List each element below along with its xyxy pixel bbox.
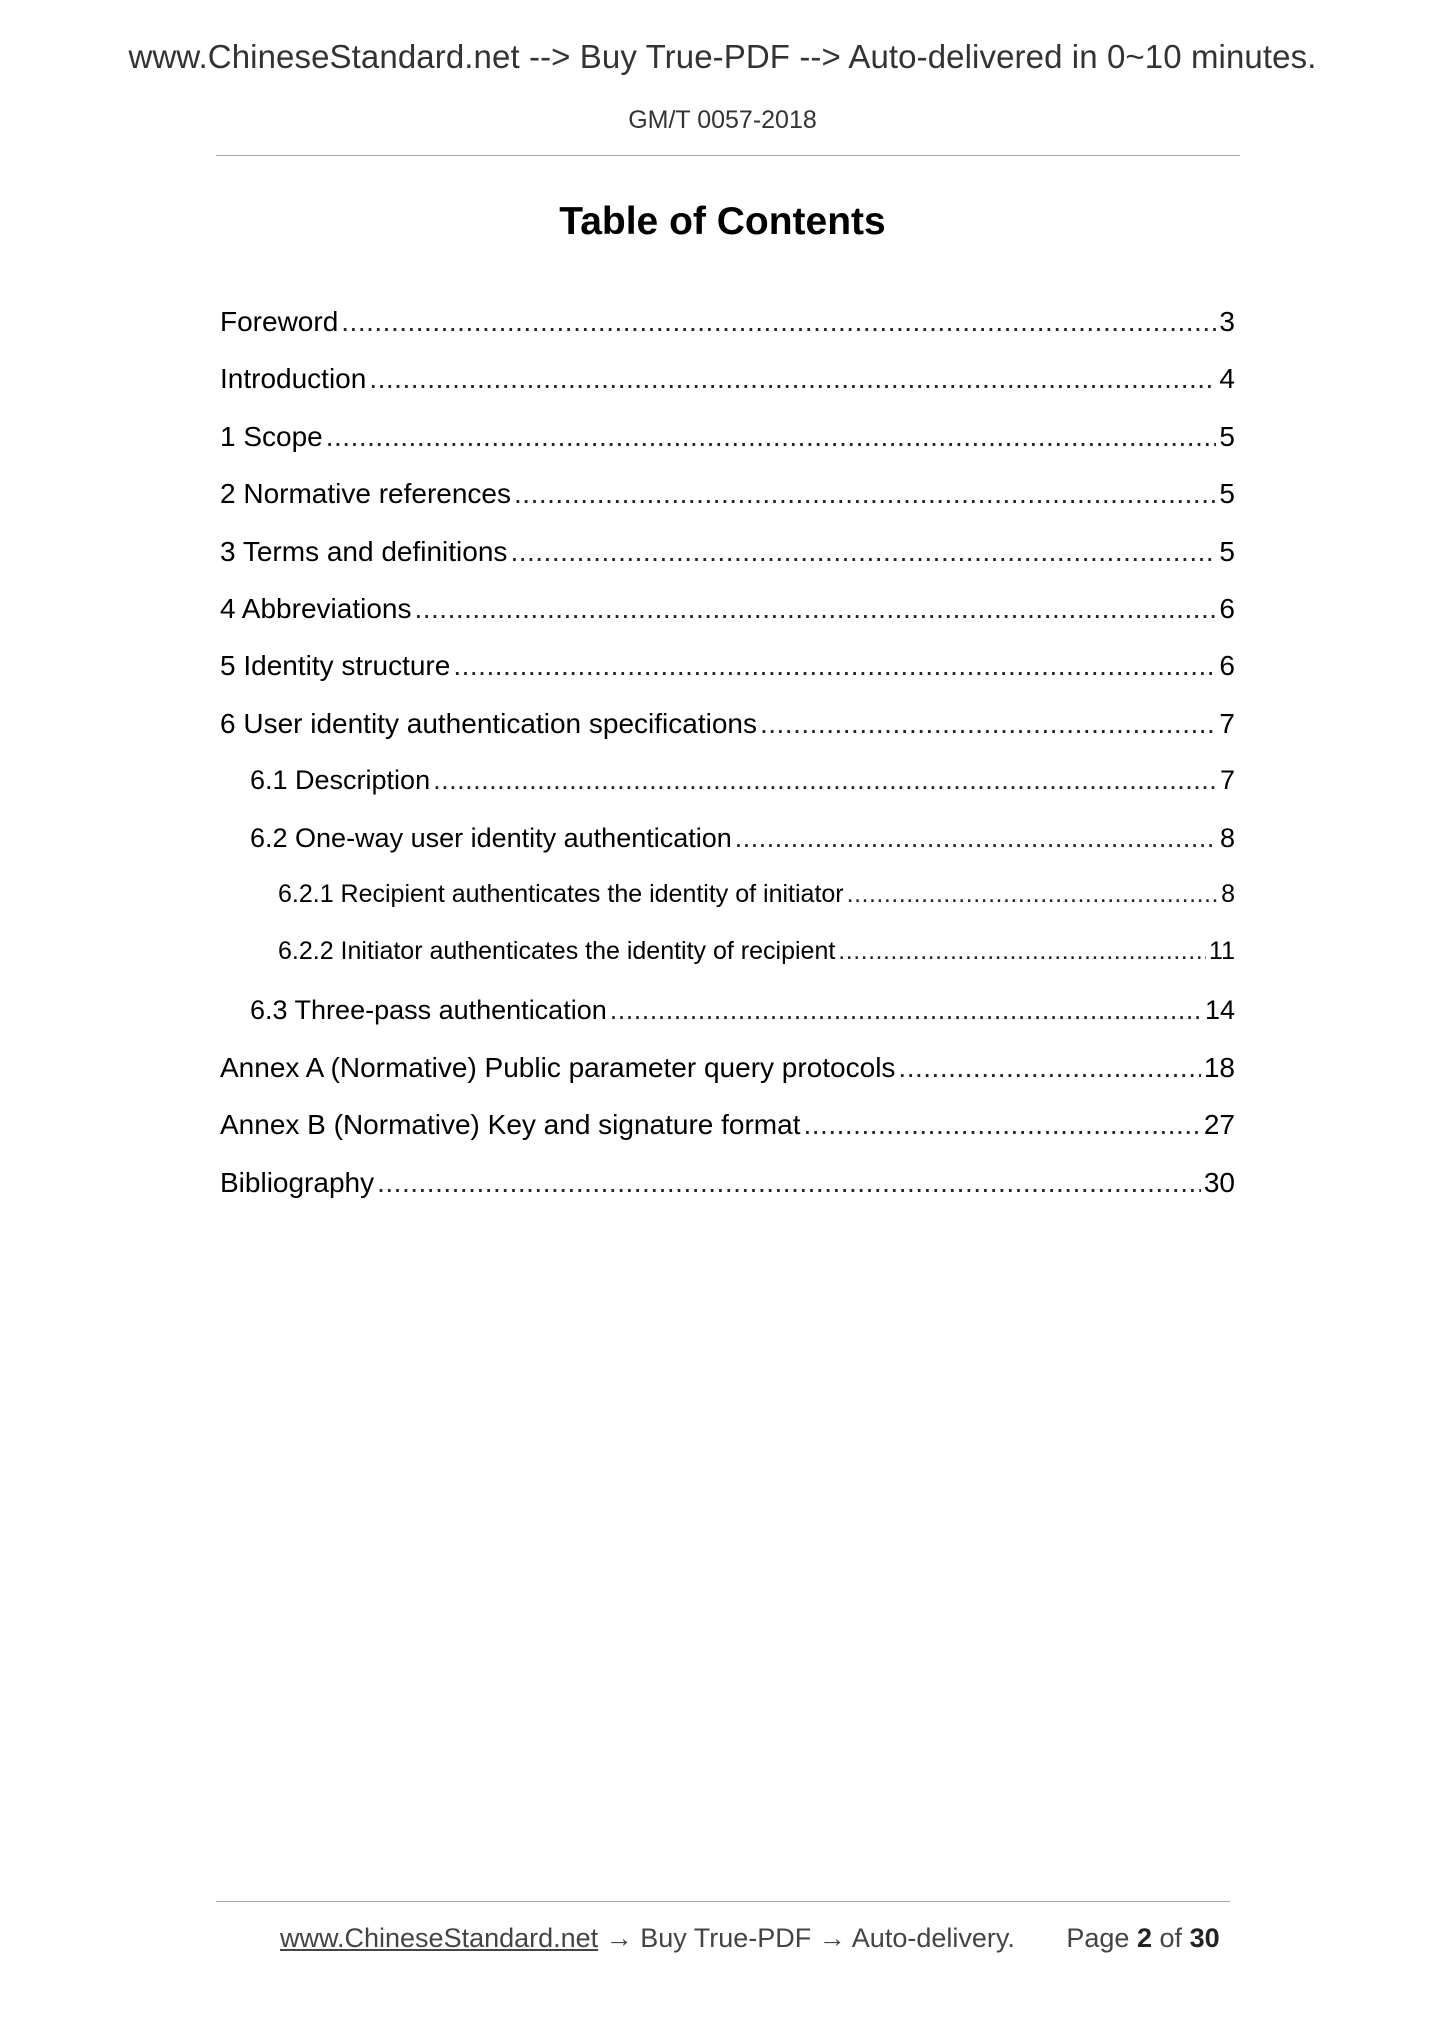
toc-entry-label: 6.2.2 Initiator authenticates the identity of recipient [278,937,836,966]
dot-leader [514,478,1216,510]
arrow-icon: → [818,1923,846,1953]
toc-entry-page: 8 [1219,822,1235,853]
toc-entry-annex-a[interactable] [220,1052,1235,1109]
toc-entry-three-pass-authentication[interactable] [220,995,1235,1052]
toc-entry-label: Annex B (Normative) Key and signature format [220,1109,801,1141]
dot-leader [760,708,1216,740]
page-footer [280,1923,1220,1954]
document-id: GM/T 0057-2018 [628,106,817,134]
toc-entry-annex-b[interactable] [220,1109,1235,1166]
toc-entry-page: 5 [1219,420,1235,452]
toc-entry-user-identity-authentication[interactable] [220,708,1235,765]
page-title: Table of Contents [559,200,886,243]
toc-entry-foreword[interactable] [220,306,1235,363]
footer-site-link[interactable]: www.ChineseStandard.net [280,1923,599,1953]
dot-leader [510,536,1216,568]
top-banner: www.ChineseStandard.net --> Buy True-PDF --> Auto-delivered in 0~10 minutes. [128,38,1317,75]
toc-entry-page: 30 [1203,1166,1235,1198]
toc-entry-label: 6 User identity authentication specifications [220,707,757,739]
total-pages: 30 [1189,1923,1220,1953]
toc-entry-label: 3 Terms and definitions [220,535,508,567]
toc-entry-identity-structure[interactable] [220,650,1235,707]
toc-entry-label: 2 Normative references [220,478,512,510]
dot-leader [838,937,1206,966]
toc-entry-page: 4 [1219,363,1235,395]
toc-entry-scope[interactable] [220,421,1235,478]
toc-entry-page: 18 [1203,1052,1235,1084]
table-of-contents [220,306,1235,1224]
page-word: Page [1066,1923,1130,1953]
toc-entry-bibliography[interactable] [220,1167,1235,1224]
dot-leader [735,823,1217,854]
toc-entry-introduction[interactable] [220,363,1235,420]
dot-leader [377,1167,1201,1199]
arrow-icon: → [605,1923,633,1953]
toc-entry-label: 1 Scope [220,420,323,452]
toc-entry-page: 5 [1219,535,1235,567]
toc-entry-page: 6 [1219,592,1235,624]
toc-entry-page: 8 [1221,879,1235,908]
footer-buy-text: Buy True-PDF [640,1923,812,1953]
page-number [1066,1923,1219,1953]
toc-entry-label: Bibliography [220,1166,375,1198]
toc-entry-normative-references[interactable] [220,478,1235,535]
toc-entry-label: 6.1 Description [250,765,431,796]
toc-entry-page: 7 [1219,707,1235,739]
toc-entry-abbreviations[interactable] [220,593,1235,650]
toc-entry-label: 6.2.1 Recipient authenticates the identity of initiator [278,879,844,908]
toc-entry-label: 6.3 Three-pass authentication [250,994,607,1025]
of-word: of [1159,1923,1183,1953]
toc-entry-recipient-authenticates-initiator[interactable] [220,880,1235,937]
toc-entry-label: Introduction [220,363,367,395]
toc-entry-label: 6.2 One-way user identity authentication [250,822,732,853]
toc-entry-page: 3 [1219,306,1235,337]
toc-entry-label: 5 Identity structure [220,650,451,682]
toc-entry-label: 4 Abbreviations [220,592,412,624]
dot-leader [610,995,1202,1026]
dot-leader [898,1052,1200,1084]
toc-entry-page: 7 [1219,765,1235,796]
toc-entry-page: 6 [1219,650,1235,682]
toc-entry-page: 5 [1219,478,1235,510]
toc-entry-label: Annex A (Normative) Public parameter query protocols [220,1052,896,1084]
dot-leader [433,765,1217,796]
current-page: 2 [1136,1923,1152,1953]
dot-leader [341,306,1216,338]
toc-entry-description[interactable] [220,765,1235,822]
toc-entry-terms-and-definitions[interactable] [220,536,1235,593]
footer-delivery-text: Auto-delivery. [851,1923,1015,1953]
dot-leader [453,650,1216,682]
toc-entry-label: Foreword [220,306,339,337]
toc-entry-page: 27 [1203,1109,1235,1141]
dot-leader [847,880,1218,909]
header-divider [216,155,1240,156]
dot-leader [414,593,1216,625]
toc-entry-page: 14 [1204,994,1235,1025]
dot-leader [326,421,1217,453]
dot-leader [803,1109,1200,1141]
footer-divider [216,1901,1230,1902]
toc-entry-one-way-authentication[interactable] [220,823,1235,880]
toc-entry-page: 11 [1209,937,1235,966]
dot-leader [369,363,1216,395]
toc-entry-initiator-authenticates-recipient[interactable] [220,937,1235,994]
